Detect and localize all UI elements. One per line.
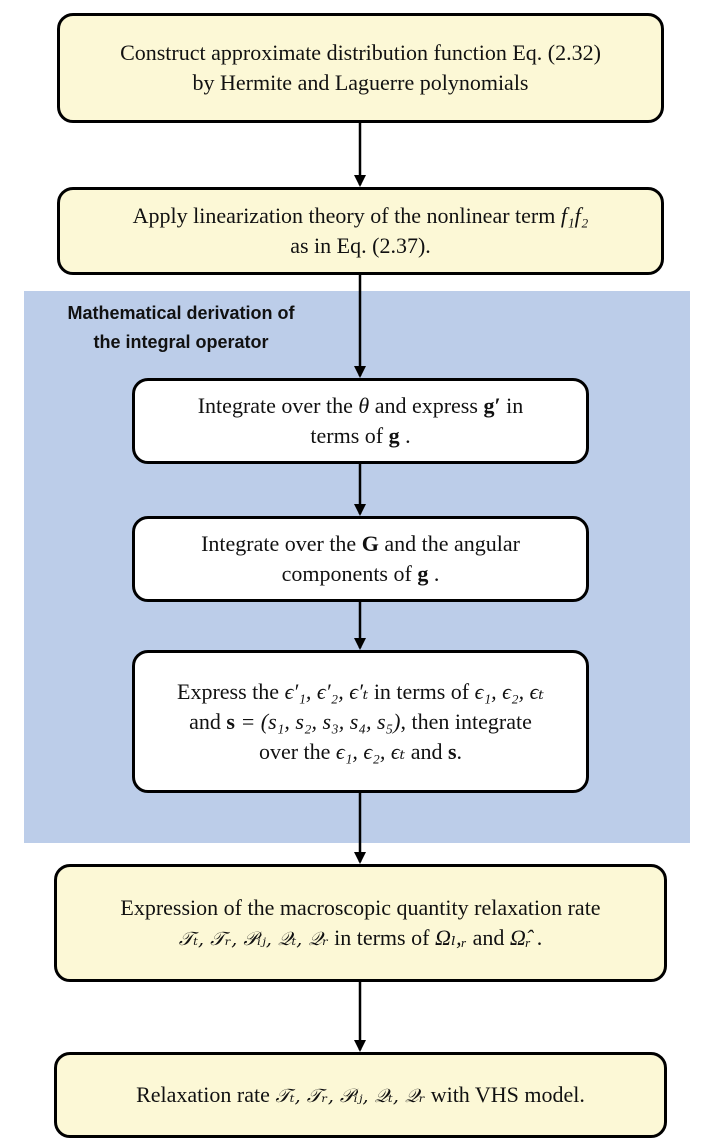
step-text: as in Eq. (2.37).	[290, 233, 431, 258]
step-linearization	[57, 187, 664, 275]
step-relaxation-vhs: Relaxation rate 𝒯ₜ, 𝒯ᵣ, 𝒫ᵢⱼ, 𝒬ₜ, 𝒬ᵣ with VHS model.	[54, 1052, 667, 1138]
step-text: Construct approximate distribution function Eq. (2.32)	[120, 40, 601, 65]
step-express-epsilon: Express the ϵ′₁, ϵ′₂, ϵ′ₜ in terms of ϵ₁, ϵ₂, ϵₜ and s = (s₁, s₂, s₃, s₄, s₅), then integrate over the ϵ₁, ϵ₂, ϵₜ and s.	[132, 650, 589, 793]
step-integrate-G: Integrate over the G and the angular components of g .	[132, 516, 589, 602]
step-construct-distribution	[57, 13, 664, 123]
step-integrate-theta: Integrate over the θ and express g′ in terms of g .	[132, 378, 589, 464]
step-text: by Hermite and Laguerre polynomials	[192, 70, 529, 95]
step-relaxation-expression: Expression of the macroscopic quantity relaxation rate 𝒯ₜ, 𝒯ᵣ, 𝒫ᵢⱼ, 𝒬ₜ, 𝒬ᵣ in terms of Ωₗ,ᵣ and Ω̂ᵣ .	[54, 864, 667, 982]
region-title: Mathematical derivation of the integral operator	[67, 303, 295, 352]
step-text: Apply linearization theory of the nonlinear term	[132, 203, 556, 228]
math-term: f₁f₂	[560, 203, 589, 228]
